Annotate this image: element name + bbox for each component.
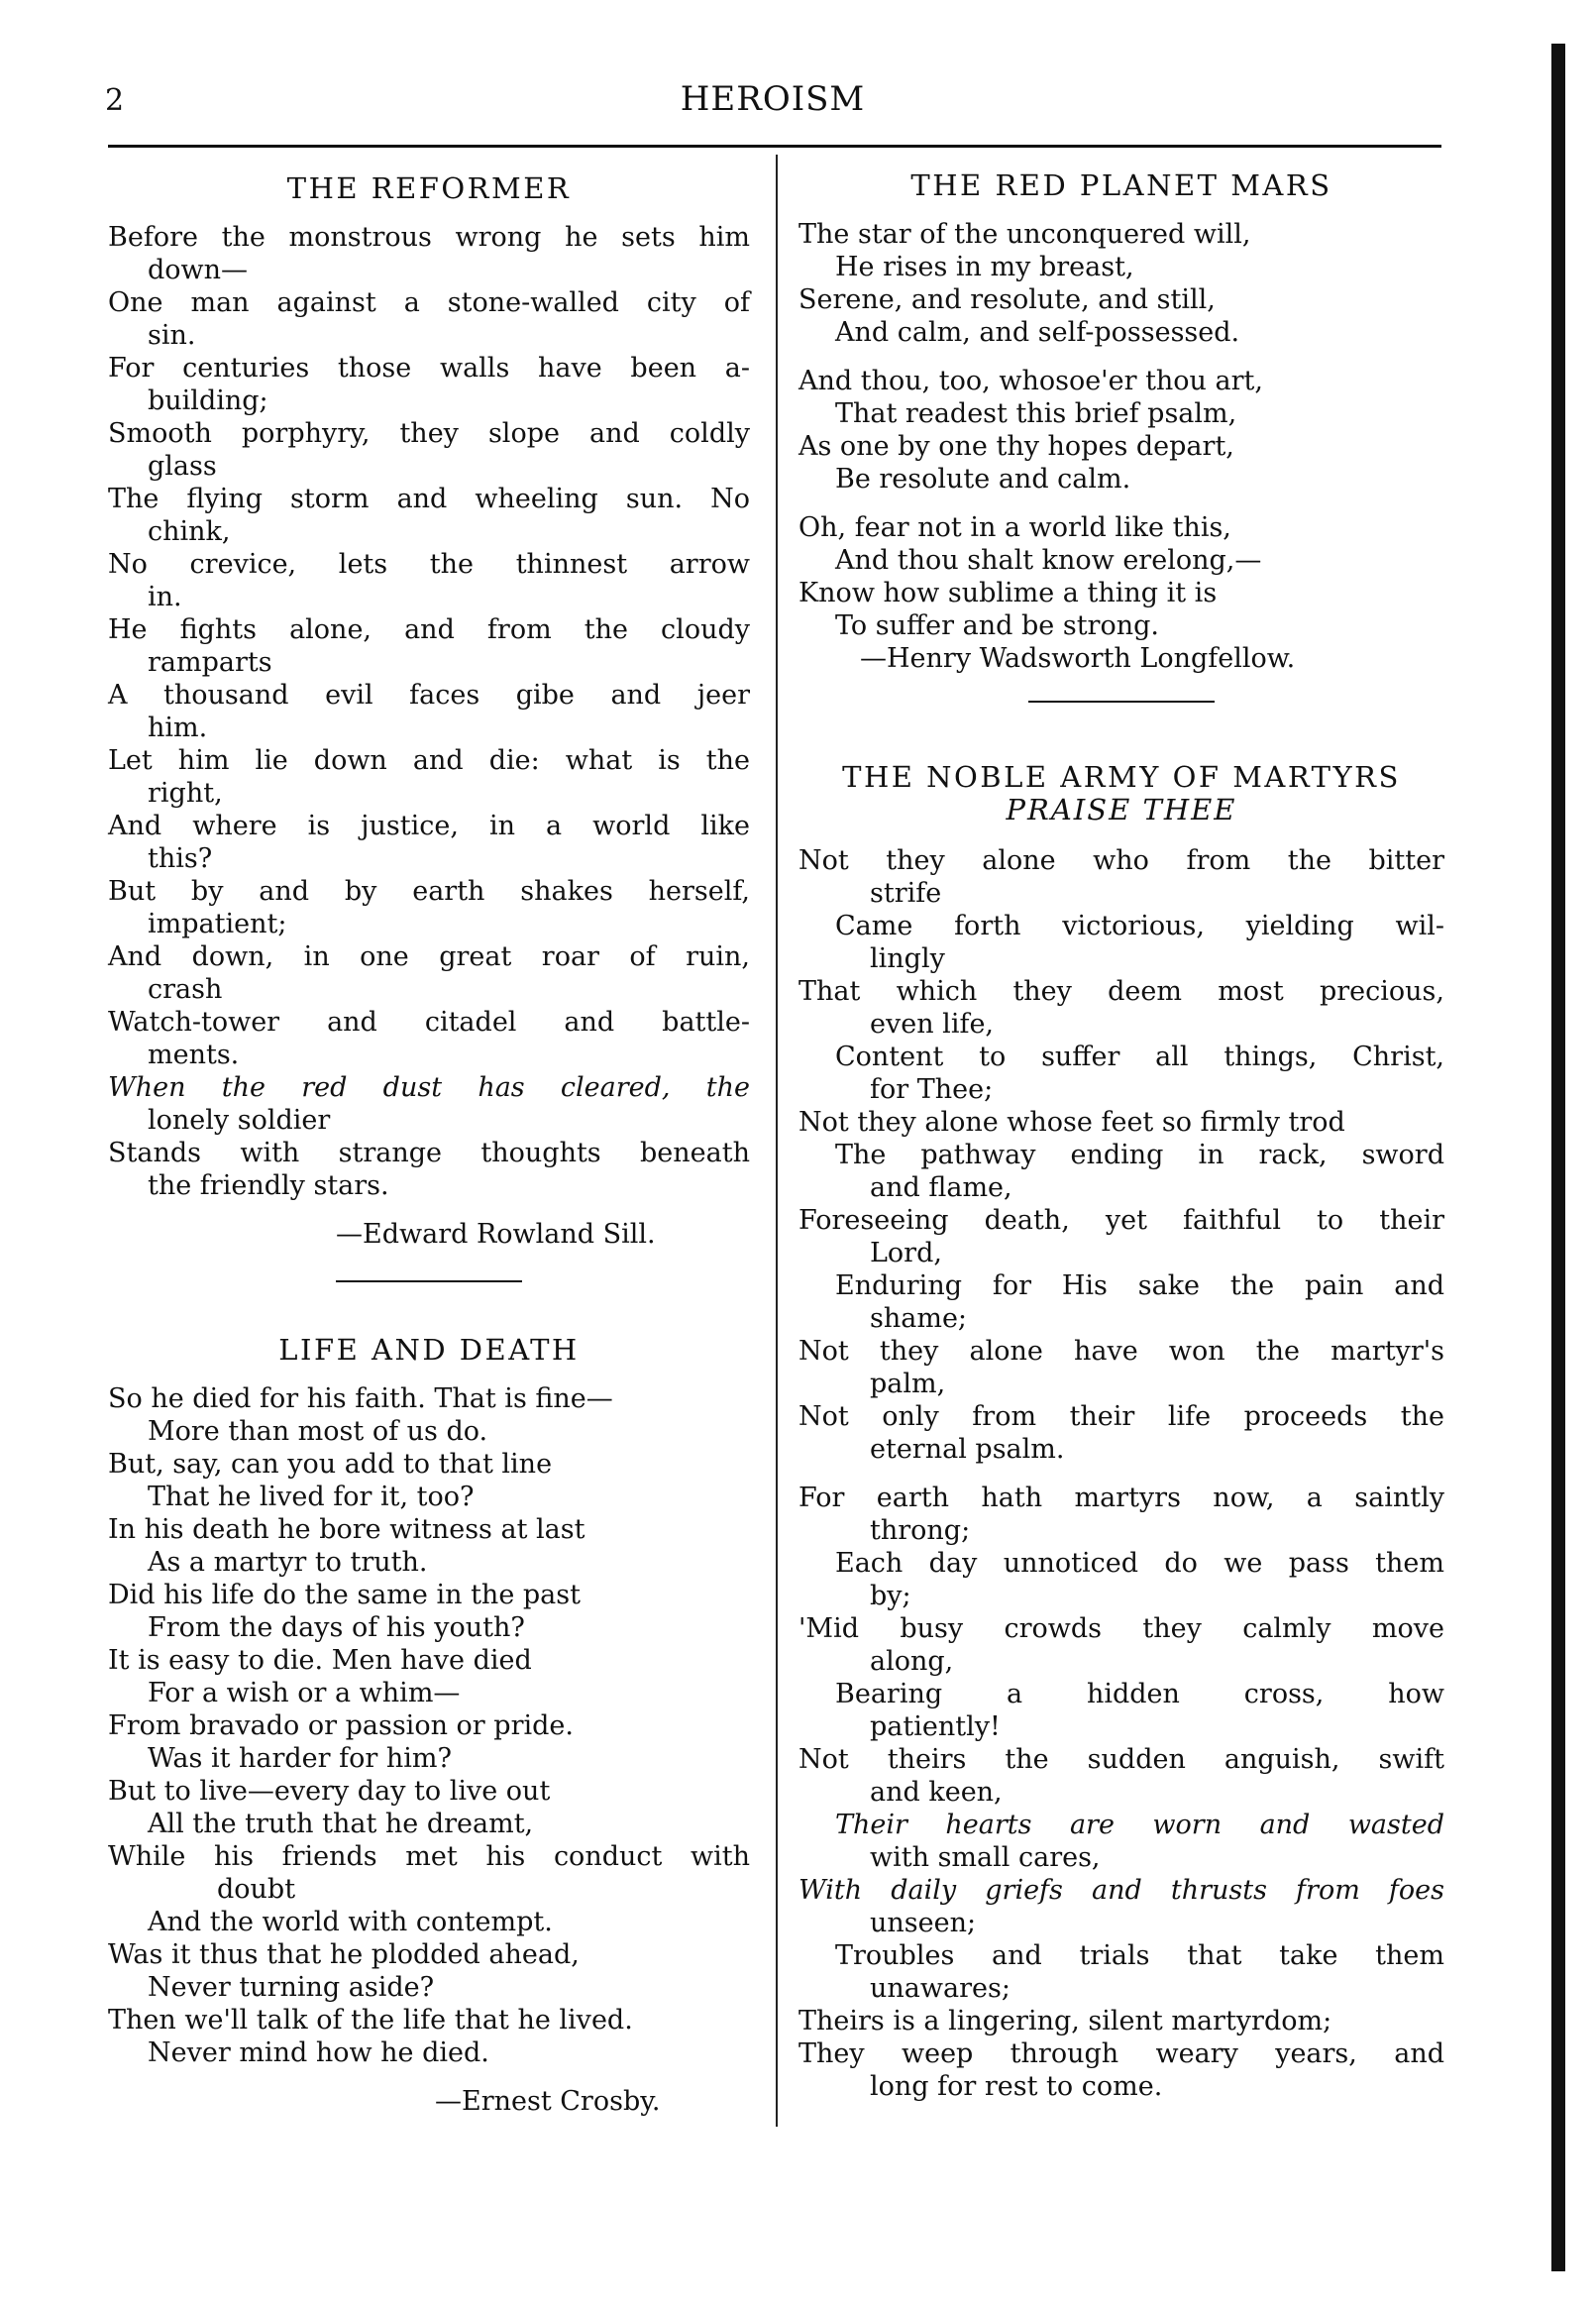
verse-line: But to live—every day to live out xyxy=(108,1776,551,1807)
verse-line-continuation: doubt xyxy=(217,1874,296,1905)
verse-line-continuation: unseen; xyxy=(870,1908,977,1938)
verse-line-continuation: eternal psalm. xyxy=(870,1434,1065,1465)
verse-line: While his friends met his conduct with xyxy=(108,1841,750,1872)
verse-line: Theirs is a lingering, silent martyrdom; xyxy=(798,2006,1332,2036)
verse-line: Troubles and trials that take them xyxy=(835,1940,1444,1971)
verse-line: As a martyr to truth. xyxy=(148,1547,428,1578)
verse-line: Know how sublime a thing it is xyxy=(798,578,1218,608)
verse-line: Serene, and resolute, and still, xyxy=(798,284,1216,315)
stanza xyxy=(798,844,1444,1466)
verse-line-continuation: Lord, xyxy=(870,1238,942,1268)
verse-line-continuation: ments. xyxy=(148,1040,240,1070)
verse-line: The pathway ending in rack, sword xyxy=(835,1140,1444,1170)
verse-line: 'Mid busy crowds they calmly move xyxy=(798,1613,1444,1644)
verse-line: In his death he bore witness at last xyxy=(108,1514,585,1545)
verse-line: But, say, can you add to that line xyxy=(108,1449,553,1480)
verse-line: Oh, fear not in a world like this, xyxy=(798,512,1231,543)
section-rule xyxy=(1028,701,1215,703)
poem-title: THE RED PLANET MARS xyxy=(910,168,1332,202)
verse-line: Enduring for His sake the pain and xyxy=(835,1270,1444,1301)
verse-line-continuation: long for rest to come. xyxy=(870,2071,1163,2102)
stanza xyxy=(108,221,750,1202)
verse-line: A thousand evil faces gibe and jeer xyxy=(108,680,750,711)
verse-line: Watch-tower and citadel and battle- xyxy=(108,1007,750,1038)
verse-line: Not theirs the sudden anguish, swift xyxy=(798,1744,1444,1775)
poem-title: THE NOBLE ARMY OF MARTYRS xyxy=(842,760,1401,794)
stanza xyxy=(798,218,1444,349)
verse-line-continuation: for Thee; xyxy=(870,1074,994,1105)
verse-line-continuation: lonely soldier xyxy=(148,1105,331,1136)
verse-line: Never mind how he died. xyxy=(148,2037,489,2068)
verse-line: For earth hath martyrs now, a saintly xyxy=(798,1483,1444,1513)
verse-line: Each day unnoticed do we pass them xyxy=(835,1548,1444,1579)
verse-line: When the red dust has cleared, the xyxy=(108,1072,750,1103)
verse-line-continuation: him. xyxy=(148,713,208,743)
running-title: HEROISM xyxy=(680,79,866,119)
poem-the-red-planet-mars xyxy=(798,169,1444,703)
header-rule xyxy=(108,145,1441,148)
verse-line: Not they alone who from the bitter xyxy=(798,845,1444,876)
stanza xyxy=(798,511,1444,642)
verse-line: Content to suffer all things, Christ, xyxy=(835,1042,1444,1072)
verse-line-continuation: glass xyxy=(148,451,217,482)
poem-attribution: —Henry Wadsworth Longfellow. xyxy=(860,643,1296,674)
verse-line: Their hearts are worn and wasted xyxy=(835,1810,1444,1840)
verse-line: More than most of us do. xyxy=(148,1416,488,1447)
verse-line: Was it harder for him? xyxy=(148,1743,452,1774)
verse-line-continuation: ramparts xyxy=(148,647,272,678)
verse-line: He rises in my breast, xyxy=(835,252,1134,282)
verse-line: But by and by earth shakes herself, xyxy=(108,876,750,907)
verse-line: Then we'll talk of the life that he lived. xyxy=(108,2005,633,2035)
verse-line: That readest this brief psalm, xyxy=(835,398,1237,429)
stanza xyxy=(798,365,1444,495)
verse-line: Let him lie down and die: what is the xyxy=(108,745,750,776)
section-rule xyxy=(336,1280,522,1282)
verse-line-continuation: even life, xyxy=(870,1009,995,1040)
verse-line-continuation: along, xyxy=(870,1646,954,1677)
verse-line-continuation: in. xyxy=(148,582,182,612)
verse-line: And thou shalt know erelong,— xyxy=(835,545,1262,576)
verse-line: One man against a stone-walled city of xyxy=(108,287,750,318)
verse-line: Smooth porphyry, they slope and coldly xyxy=(108,418,750,449)
poem-subtitle: PRAISE THEE xyxy=(1006,793,1237,826)
verse-line: Did his life do the same in the past xyxy=(108,1580,581,1610)
verse-line: From the days of his youth? xyxy=(148,1612,525,1643)
verse-line: They weep through weary years, and xyxy=(798,2038,1444,2069)
verse-line: And down, in one great roar of ruin, xyxy=(108,941,750,972)
verse-line-continuation: the friendly stars. xyxy=(148,1170,389,1201)
verse-line-continuation: crash xyxy=(148,974,223,1005)
verse-line: Bearing a hidden cross, how xyxy=(835,1679,1444,1709)
verse-line: Before the monstrous wrong he sets him xyxy=(108,222,750,253)
stanza xyxy=(108,1382,750,2069)
verse-line-continuation: down— xyxy=(148,255,249,285)
verse-line-continuation: sin. xyxy=(148,320,196,351)
verse-line-continuation: right, xyxy=(148,778,223,809)
verse-line-continuation: throng; xyxy=(870,1515,971,1546)
verse-line: Stands with strange thoughts beneath xyxy=(108,1138,750,1168)
verse-line: All the truth that he dreamt, xyxy=(148,1809,534,1839)
verse-line-continuation: this? xyxy=(148,843,213,874)
verse-line-continuation: and keen, xyxy=(870,1777,1003,1808)
verse-line-continuation: patiently! xyxy=(870,1711,1001,1742)
verse-line: And calm, and self-possessed. xyxy=(835,317,1240,348)
verse-line: Came forth victorious, yielding wil- xyxy=(835,911,1444,941)
verse-line: And where is justice, in a world like xyxy=(108,811,750,841)
verse-line-continuation: lingly xyxy=(870,943,945,974)
verse-line: And thou, too, whosoe'er thou art, xyxy=(798,366,1263,396)
verse-line: Be resolute and calm. xyxy=(835,464,1131,495)
verse-line-continuation: strife xyxy=(870,878,942,909)
poem-title: THE REFORMER xyxy=(286,171,572,205)
verse-line: To suffer and be strong. xyxy=(835,610,1159,641)
verse-line: For a wish or a whim— xyxy=(148,1678,461,1708)
stanza xyxy=(798,1482,1444,2103)
verse-line: Not only from their life proceeds the xyxy=(798,1401,1444,1432)
page-number: 2 xyxy=(105,83,125,118)
verse-line: That he lived for it, too? xyxy=(148,1482,475,1512)
verse-line-continuation: with small cares, xyxy=(870,1842,1101,1873)
verse-line-continuation: unawares; xyxy=(870,1973,1011,2004)
verse-line-continuation: palm, xyxy=(870,1369,946,1399)
verse-line: As one by one thy hopes depart, xyxy=(798,431,1234,462)
verse-line-continuation: shame; xyxy=(870,1303,968,1334)
verse-line-continuation: chink, xyxy=(148,516,231,547)
verse-line: No crevice, lets the thinnest arrow xyxy=(108,549,750,580)
verse-line: And the world with contempt. xyxy=(148,1907,553,1937)
poem-title: LIFE AND DEATH xyxy=(278,1333,580,1367)
poem-the-reformer xyxy=(108,172,750,1251)
verse-line: The flying storm and wheeling sun. No xyxy=(108,484,750,514)
verse-line-continuation: and flame, xyxy=(870,1172,1012,1203)
verse-line: Never turning aside? xyxy=(148,1972,435,2003)
verse-line: So he died for his faith. That is fine— xyxy=(108,1383,613,1414)
verse-line: Foreseeing death, yet faithful to their xyxy=(798,1205,1444,1236)
verse-line: Not they alone whose feet so firmly trod xyxy=(798,1107,1345,1138)
verse-line: It is easy to die. Men have died xyxy=(108,1645,532,1676)
verse-line: Was it thus that he plodded ahead, xyxy=(108,1939,580,1970)
column-divider xyxy=(776,155,778,2127)
page-edge-bar xyxy=(1551,44,1565,2271)
verse-line: That which they deem most precious, xyxy=(798,976,1444,1007)
poem-attribution: —Edward Rowland Sill. xyxy=(336,1219,656,1250)
verse-line-continuation: building; xyxy=(148,385,268,416)
poem-the-noble-army-of-martyrs xyxy=(798,761,1444,2119)
verse-line: With daily griefs and thrusts from foes xyxy=(798,1875,1444,1906)
verse-line: From bravado or passion or pride. xyxy=(108,1710,574,1741)
verse-line: He fights alone, and from the cloudy xyxy=(108,614,750,645)
verse-line-continuation: by; xyxy=(870,1581,911,1611)
verse-line: Not they alone have won the martyr's xyxy=(798,1336,1444,1367)
verse-line: For centuries those walls have been a- xyxy=(108,353,750,384)
verse-line: The star of the unconquered will, xyxy=(798,219,1251,250)
poem-life-and-death xyxy=(108,1280,750,2118)
verse-line-continuation: impatient; xyxy=(148,909,287,939)
poem-attribution: —Ernest Crosby. xyxy=(435,2086,661,2117)
